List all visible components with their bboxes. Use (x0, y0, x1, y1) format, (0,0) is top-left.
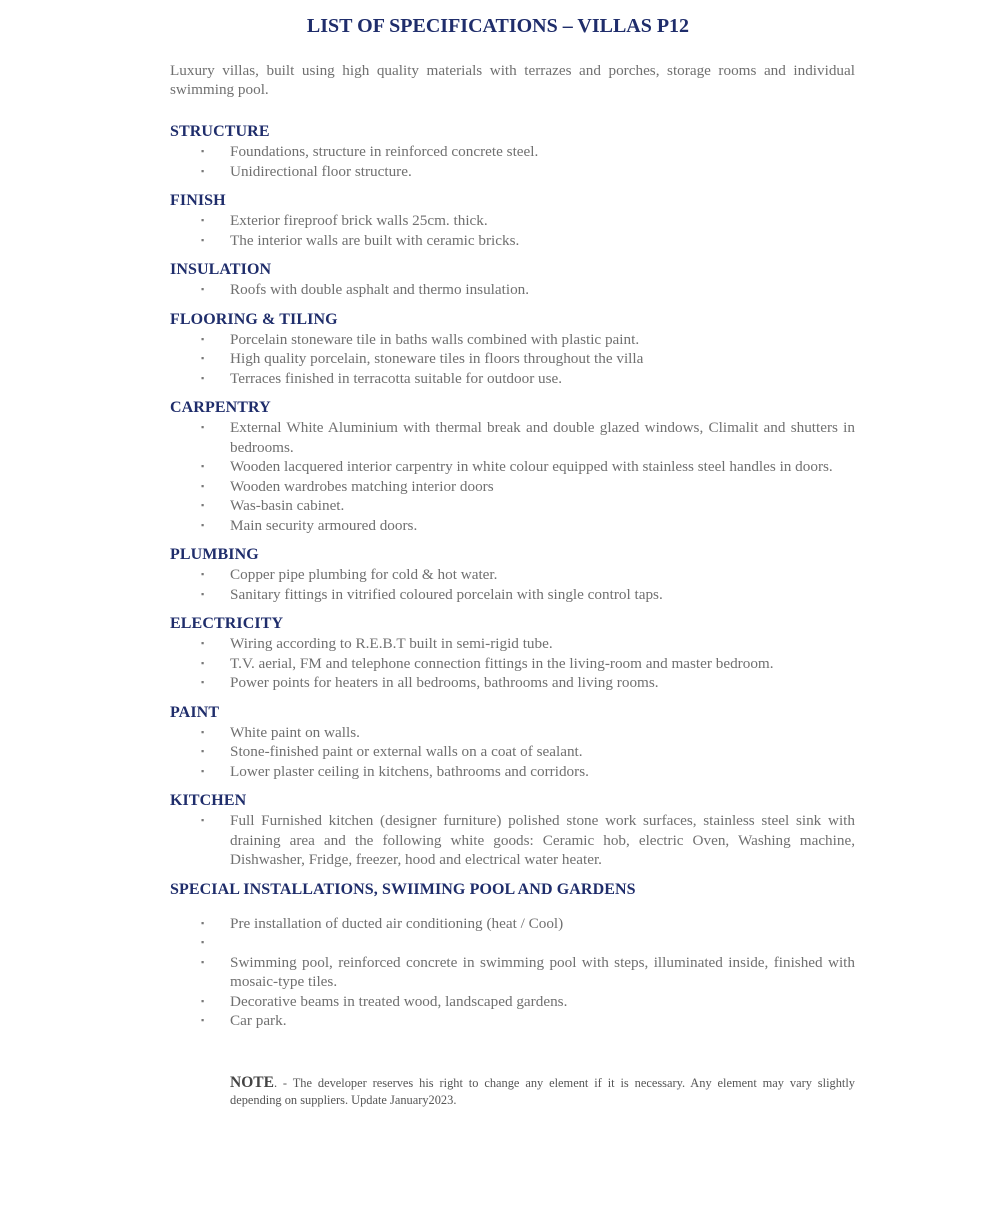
list-item-text: Roofs with double asphalt and thermo insulation. (230, 281, 530, 298)
list-item (170, 516, 855, 536)
list-item (170, 585, 855, 605)
list-item-text: Exterior fireproof brick walls 25cm. thick. (230, 212, 488, 229)
list-item-text: Terraces finished in terracotta suitable for outdoor use. (230, 369, 563, 387)
bullet-icon: ▪ (201, 746, 205, 756)
bullet-list (170, 280, 855, 300)
bullet-list (170, 634, 855, 693)
list-item (170, 231, 855, 251)
note-text: . - The developer reserves his right to change any element if it is necessary. Any element may vary slightly depending on suppliers. Update January2023. (230, 1075, 855, 1107)
section-carpentry (170, 398, 855, 535)
section-heading: CARPENTRY (170, 399, 271, 416)
list-item (170, 211, 855, 231)
list-item-text: The interior walls are built with ceramic bricks. (230, 231, 520, 249)
section-heading: FLOORING & TILING (170, 310, 338, 328)
list-item-text: Car park. (230, 1012, 287, 1029)
section-heading: ELECTRICITY (170, 615, 284, 632)
bullet-icon: ▪ (201, 917, 205, 928)
list-item-text: Unidirectional floor structure. (230, 162, 412, 180)
list-item-text: Main security armoured doors. (230, 516, 418, 534)
bullet-icon: ▪ (201, 657, 205, 668)
bullet-list (170, 142, 855, 181)
bullet-icon: ▪ (201, 234, 205, 245)
bullet-icon: ▪ (201, 461, 205, 471)
list-item-text: Power points for heaters in all bedrooms, bathrooms and living rooms. (230, 674, 659, 691)
list-item-text: Wooden wardrobes matching interior doors (230, 477, 494, 495)
bullet-list (170, 811, 855, 870)
bullet-icon: ▪ (201, 815, 205, 825)
section-heading: STRUCTURE (170, 123, 270, 140)
list-item-text: Swimming pool, reinforced concrete in swimming pool with steps, illuminated inside, finished with mosaic-type tiles. (230, 953, 855, 990)
list-item (170, 280, 855, 300)
list-item (170, 723, 855, 743)
document-body (170, 61, 855, 1109)
list-item (170, 496, 855, 516)
bullet-list (170, 418, 855, 535)
note-label: NOTE (230, 1073, 274, 1091)
list-item (170, 369, 855, 389)
list-item (170, 1011, 855, 1031)
list-item (170, 742, 855, 762)
list-item (170, 654, 855, 674)
list-item (170, 762, 855, 782)
list-item (170, 349, 855, 369)
list-item-text: Stone-finished paint or external walls on a coat of sealant. (230, 743, 583, 760)
list-item (170, 565, 855, 585)
section-heading: FINISH (170, 192, 226, 209)
bullet-icon: ▪ (201, 726, 205, 737)
section-kitchen (170, 791, 855, 870)
list-item (170, 933, 855, 953)
list-item-text: High quality porcelain, stoneware tiles in floors throughout the villa (230, 350, 644, 367)
list-item (170, 914, 855, 934)
list-item-text: T.V. aerial, FM and telephone connection fittings in the living-room and master bedroom. (230, 654, 774, 672)
bullet-list (170, 565, 855, 604)
list-item (170, 811, 855, 870)
list-item-text: Copper pipe plumbing for cold & hot water. (230, 566, 498, 583)
bullet-icon: ▪ (201, 500, 205, 510)
page-title: LIST OF SPECIFICATIONS – VILLAS P12 (306, 15, 690, 37)
list-item-text: White paint on walls. (230, 723, 360, 741)
bullet-icon: ▪ (201, 588, 205, 599)
list-item-text: External White Aluminium with thermal break and double glazed windows, Climalit and shutters in bedrooms. (230, 419, 855, 456)
section-insulation (170, 260, 855, 300)
bullet-icon: ▪ (201, 165, 205, 176)
section-paint (170, 703, 855, 782)
list-item-text: Porcelain stoneware tile in baths walls combined with plastic paint. (230, 330, 640, 348)
bullet-icon: ▪ (201, 569, 205, 579)
list-item (170, 142, 855, 162)
bullet-icon: ▪ (201, 519, 205, 530)
list-item-text: Was-basin cabinet. (230, 497, 345, 514)
bullet-list (170, 723, 855, 782)
list-item-text: Decorative beams in treated wood, landscaped gardens. (230, 992, 568, 1010)
bullet-icon: ▪ (201, 937, 205, 947)
list-item (170, 330, 855, 350)
intro-paragraph: Luxury villas, built using high quality materials with terrazes and porches, storage rooms and individual swimming pool. (170, 62, 855, 98)
note-paragraph (230, 1074, 855, 1109)
bullet-icon: ▪ (201, 422, 205, 432)
bullet-icon: ▪ (201, 480, 205, 491)
section-flooring (170, 310, 855, 389)
bullet-list (170, 211, 855, 250)
list-item-text (230, 933, 855, 953)
list-item (170, 992, 855, 1012)
list-item (170, 418, 855, 457)
section-plumbing (170, 545, 855, 604)
section-heading: SPECIAL INSTALLATIONS, SWIIMING POOL AND GARDENS (170, 880, 636, 898)
list-item-text: Pre installation of ducted air conditioning (heat / Cool) (230, 914, 564, 932)
bullet-icon: ▪ (201, 995, 205, 1006)
list-item (170, 457, 855, 477)
list-item (170, 477, 855, 497)
section-heading: PLUMBING (170, 546, 259, 563)
bullet-list (170, 914, 855, 1031)
bullet-icon: ▪ (201, 956, 205, 967)
section-heading: INSULATION (170, 261, 272, 278)
specification-sections (170, 122, 855, 1031)
list-item-text: Sanitary fittings in vitrified coloured porcelain with single control taps. (230, 585, 663, 603)
bullet-icon: ▪ (201, 1015, 205, 1025)
list-item-text: Full Furnished kitchen (designer furniture) polished stone work surfaces, stainless steel sink with draining area and the following white goods: Ceramic hob, electric Oven, Washing machine, Dishwasher, Fridge, freezer, hood and electrical water heater. (230, 812, 855, 868)
section-heading: PAINT (170, 703, 220, 721)
list-item-text: Wooden lacquered interior carpentry in white colour equipped with stainless steel handles in doors. (230, 458, 833, 475)
section-finish (170, 191, 855, 250)
section-heading: KITCHEN (170, 792, 247, 809)
section-special (170, 880, 855, 1031)
bullet-icon: ▪ (201, 638, 205, 648)
bullet-icon: ▪ (201, 677, 205, 687)
list-item (170, 673, 855, 693)
bullet-icon: ▪ (201, 765, 205, 776)
bullet-icon: ▪ (201, 284, 205, 294)
list-item (170, 162, 855, 182)
list-item-text: Lower plaster ceiling in kitchens, bathrooms and corridors. (230, 762, 589, 780)
bullet-icon: ▪ (201, 353, 205, 363)
section-electricity (170, 614, 855, 693)
bullet-icon: ▪ (201, 372, 205, 383)
bullet-icon: ▪ (201, 215, 205, 225)
bullet-icon: ▪ (201, 146, 205, 156)
list-item-text: Foundations, structure in reinforced concrete steel. (230, 143, 539, 160)
list-item (170, 634, 855, 654)
list-item-text: Wiring according to R.E.B.T built in semi-rigid tube. (230, 635, 553, 652)
bullet-icon: ▪ (201, 333, 205, 344)
list-item (170, 953, 855, 992)
bullet-list (170, 330, 855, 389)
section-structure (170, 122, 855, 181)
